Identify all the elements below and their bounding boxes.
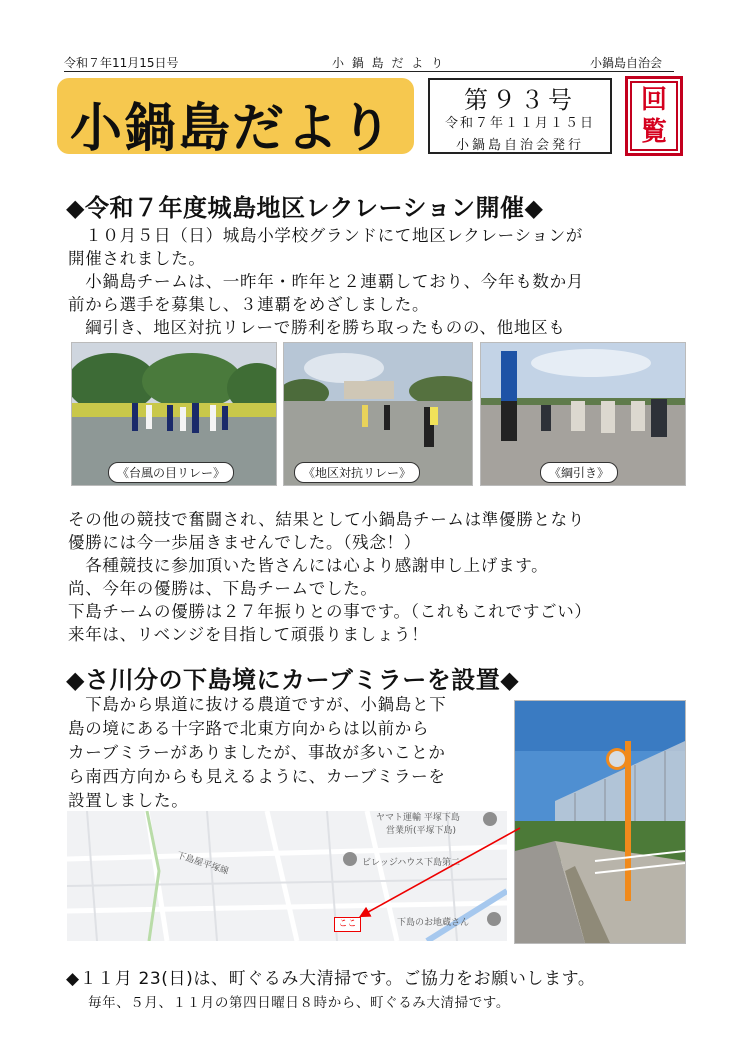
section3-line: 毎年、５月、１１月の第四日曜日８時から、町ぐるみ大清掃です。 [88,995,510,1011]
s1-line-1: １０月５日（日）城島小学校グランドにて地区レクレーションが [68,226,584,245]
map-label-yamato: ヤマト運輸 平塚下島 [376,813,460,823]
s2-line-3: カーブミラーがありましたが、事故が多いことか [68,743,446,762]
stamp-label: 回覧 [640,85,667,147]
pointer-arrow [355,820,525,930]
s1-line-11: 来年は、リベンジを目指して頑張りましょう！ [68,625,429,644]
s1-line-9: 尚、今年の優勝は、下島チームでした。 [68,579,378,598]
here-marker: ここ [334,917,361,932]
s1-line-5: 綱引き、地区対抗リレーで勝利を勝ち取ったものの、他地区も [68,318,566,337]
s1-line-8: 各種競技に参加頂いた皆さんには心より感謝申し上げます。 [68,556,549,575]
s1-line-4: 前から選手を募集し、３連覇をめざしました。 [68,295,430,314]
photo-curve-mirror [514,700,686,944]
header-rule [64,71,674,72]
section1-heading: ◆令和７年度城島地区レクレーション開催◆ [66,194,544,222]
s1-line-10: 下島チームの優勝は２７年振りとの事です。（これもこれですごい） [68,602,592,621]
section3-heading: ◆１１月 23(日)は、町ぐるみ大清掃です。ご協力をお願いします。 [66,969,596,989]
s1-line-6: その他の競技で奮闘され、結果として小鍋島チームは準優勝となり [68,510,585,529]
issue-date: 令和７年１１月１５日 [444,116,595,131]
section2-heading: ◆さ川分の下島境にカーブミラーを設置◆ [66,666,520,694]
header-series: 小 鍋 島 だ よ り [332,56,446,70]
map-label-jizo: 下島のお地蔵さん [397,918,470,928]
issue-number: 第９３号 [464,86,576,114]
header-publisher: 小鍋島自治会 [590,56,663,70]
s2-line-1: 下島から県道に抜ける農道ですが、小鍋島と下 [68,695,447,714]
caption-district-relay: 《地区対抗リレー》 [294,462,420,483]
stamp-text [625,84,683,148]
header-date: 令和７年11月15日号 [64,56,179,70]
s2-line-5: 設置しました。 [68,791,189,810]
caption-tug-of-war: 《綱引き》 [540,462,618,483]
caption-typhoon-relay: 《台風の目リレー》 [108,462,234,483]
issue-publisher: 小鍋島自治会発行 [455,138,584,153]
s2-line-4: ら南西方向からも見えるように、カーブミラーを [68,767,446,786]
map-label-office: 営業所(平塚下島) [386,826,457,836]
s1-line-2: 開催されました。 [68,249,206,268]
map-label-road: 下島屋平塚線 [175,850,230,878]
s2-line-2: 島の境にある十字路で北東方向からは以前から [68,719,430,738]
map-label-village-house: ビレッジハウス下島第二 [362,858,461,868]
page-title: 小鍋島だより [70,99,395,159]
s1-line-3: 小鍋島チームは、一昨年・昨年と２連覇しており、今年も数か月 [68,272,584,291]
s1-line-7: 優勝には今一歩届きませんでした。（残念！） [68,533,421,552]
